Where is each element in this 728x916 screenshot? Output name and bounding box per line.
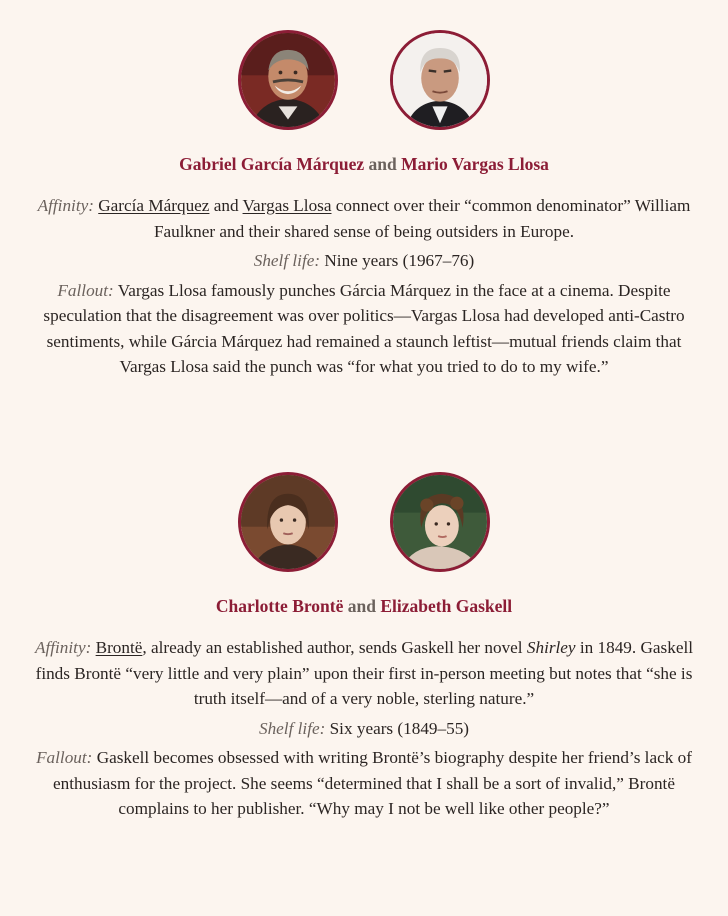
portrait-marquez-image bbox=[241, 33, 335, 127]
fallout-paragraph bbox=[34, 745, 694, 822]
link-vargas-llosa[interactable]: Vargas Llosa bbox=[242, 196, 332, 215]
pair-entry-marquez-llosa bbox=[0, 30, 728, 380]
portrait-llosa-image bbox=[393, 33, 487, 127]
fallout-paragraph bbox=[34, 278, 694, 380]
shelf-life-paragraph bbox=[34, 716, 694, 742]
fallout-text: Vargas Llosa famously punches Gárcia Márquez in the face at a cinema. Despite speculation that the disagreement was over politics—Vargas Llosa had developed anti-Castro sentiments, while Gárcia Márquez had remained a staunch leftist—mutual friends claim that Vargas Llosa said the punch was “for what you tried to do to my wife.” bbox=[43, 280, 685, 376]
person2-name: Mario Vargas Llosa bbox=[401, 154, 549, 174]
portrait-bronte-image bbox=[241, 475, 335, 569]
shelf-life-label: Shelf life: bbox=[253, 251, 321, 270]
person1-name: Gabriel García Márquez bbox=[179, 154, 365, 174]
portrait-gaskell-image bbox=[393, 475, 487, 569]
link-bronte[interactable]: Brontë bbox=[95, 638, 143, 657]
pair-title bbox=[0, 152, 728, 176]
shelf-life-text: Nine years (1967–76) bbox=[320, 251, 475, 270]
affinity-label: Affinity: bbox=[37, 196, 94, 215]
link-garcia-marquez[interactable]: García Márquez bbox=[98, 196, 210, 215]
person2-name: Elizabeth Gaskell bbox=[380, 596, 513, 616]
shelf-life-text: Six years (1849–55) bbox=[325, 718, 470, 738]
affinity-label: Affinity: bbox=[34, 638, 92, 657]
fallout-text: Gaskell becomes obsessed with writing Brontë’s biography despite her friend’s lack of enthusiasm for the project. She seems “determined that I shall be a sort of invalid,” Brontë complains to her publisher. “Why may I not be well like other people?” bbox=[53, 748, 692, 818]
portrait-elizabeth-gaskell bbox=[390, 472, 490, 572]
fallout-label: Fallout: bbox=[36, 748, 93, 767]
portrait-mario-vargas-llosa bbox=[390, 30, 490, 130]
shelf-life-label: Shelf life: bbox=[258, 718, 326, 738]
portrait-charlotte-bronte bbox=[238, 472, 338, 572]
affinity-paragraph bbox=[34, 193, 694, 244]
portrait-row bbox=[0, 30, 728, 136]
affinity-text-a: , already an established author, sends Gaskell her novel bbox=[142, 638, 527, 657]
portrait-row bbox=[0, 472, 728, 578]
and-conjunction: and bbox=[368, 154, 397, 174]
pair-entry-bronte-gaskell bbox=[0, 472, 728, 822]
novel-title-shirley: Shirley bbox=[526, 638, 576, 657]
fallout-label: Fallout: bbox=[57, 280, 114, 300]
affinity-paragraph bbox=[34, 635, 694, 712]
affinity-mid-text: and bbox=[209, 196, 243, 215]
and-conjunction: and bbox=[347, 596, 376, 616]
shelf-life-paragraph bbox=[34, 248, 694, 274]
affinity-text: connect over their “common denominator” William Faulkner and their shared sense of being outsiders in Europe. bbox=[153, 196, 691, 241]
person1-name: Charlotte Brontë bbox=[215, 596, 344, 616]
affinity-text-b: in 1849. Gaskell finds Brontë “very little and very plain” upon their first in-person meeting but notes that “she is truth itself—and of a very noble, sterling nature.” bbox=[35, 638, 693, 708]
portrait-gabriel-garcia-marquez bbox=[238, 30, 338, 130]
pair-title bbox=[0, 594, 728, 618]
